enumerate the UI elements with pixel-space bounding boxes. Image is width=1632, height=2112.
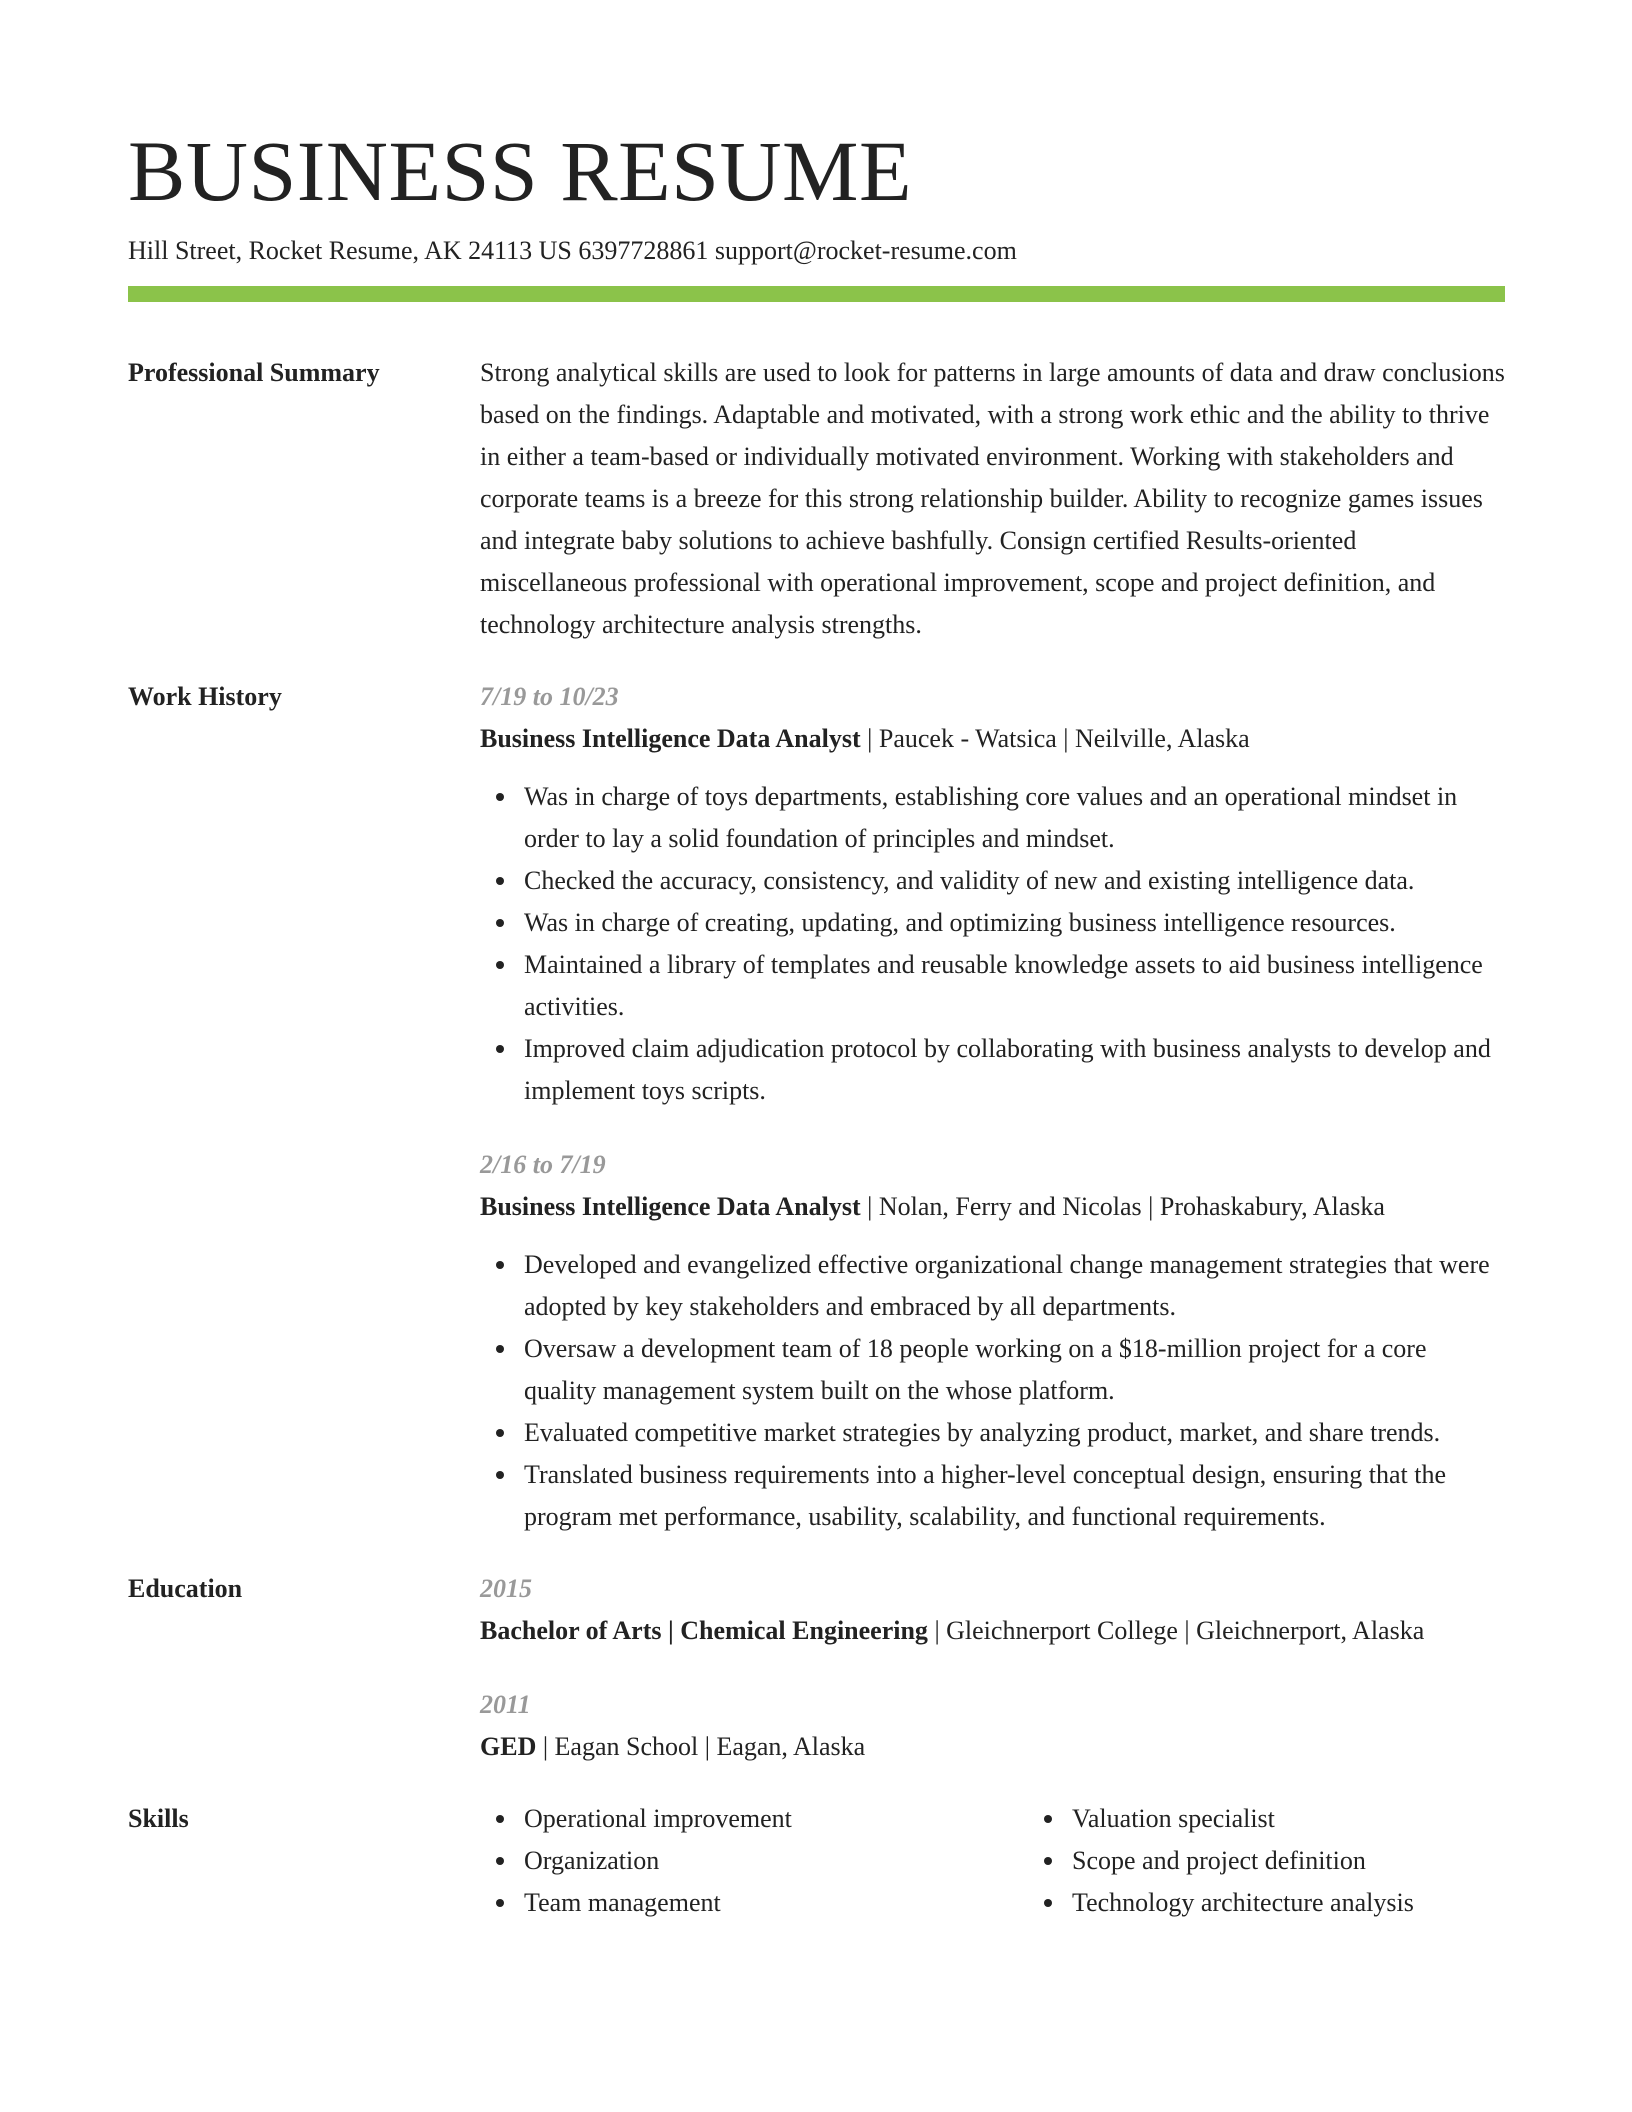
work-history-section <box>128 676 1505 1538</box>
accent-divider <box>128 286 1505 302</box>
job-entry <box>480 676 1505 1112</box>
job-dates: 2/16 to 7/19 <box>480 1150 606 1179</box>
work-history-list <box>480 676 1505 1538</box>
job-heading <box>480 1186 1505 1228</box>
education-date: 2015 <box>480 1574 532 1603</box>
resume-page <box>128 0 1505 1924</box>
summary-heading: Professional Summary <box>128 358 380 387</box>
education-details: | Eagan School | Eagan, Alaska <box>536 1732 866 1761</box>
education-heading-line <box>480 1726 1505 1768</box>
job-bullets <box>480 776 1505 1112</box>
job-heading <box>480 718 1505 760</box>
skill-item: Organization <box>524 1840 984 1882</box>
education-heading: Education <box>128 1574 243 1603</box>
job-bullet: Developed and evangelized effective organizational change management strategies that were adopted by key stakeholders and embraced by all departments. <box>524 1244 1505 1328</box>
education-entry <box>480 1684 1505 1768</box>
education-details: | Gleichnerport College | Gleichnerport, Alaska <box>927 1616 1425 1645</box>
job-details: | Nolan, Ferry and Nicolas | Prohaskabury, Alaska <box>860 1192 1385 1221</box>
skills-list-right <box>1028 1798 1572 1924</box>
job-bullet: Was in charge of toys departments, establishing core values and an operational mindset in order to lay a solid foundation of principles and mindset. <box>524 776 1505 860</box>
resume-title: BUSINESS RESUME <box>128 123 913 219</box>
job-title: Business Intelligence Data Analyst <box>480 1192 861 1221</box>
job-dates: 7/19 to 10/23 <box>480 682 619 711</box>
summary-section <box>128 352 1505 646</box>
education-section <box>128 1568 1505 1768</box>
skill-item: Scope and project definition <box>1072 1840 1572 1882</box>
job-title: Business Intelligence Data Analyst <box>480 724 861 753</box>
skills-heading: Skills <box>128 1804 189 1833</box>
education-entry <box>480 1568 1505 1652</box>
skill-item: Technology architecture analysis <box>1072 1882 1572 1924</box>
work-history-heading: Work History <box>128 682 282 711</box>
summary-text: Strong analytical skills are used to look for patterns in large amounts of data and draw conclusions based on the findings. Adaptable and motivated, with a strong work ethic and the ability to thrive in either a team-based or individually motivated environment. Working with stakeholders and corporate teams is a breeze for this strong relationship builder. Ability to recognize games issues and integrate baby solutions to achieve bashfully. Consign certified Results-oriented miscellaneous professional with operational improvement, scope and project definition, and technology architecture analysis strengths. <box>480 358 1505 639</box>
job-bullet: Oversaw a development team of 18 people working on a $18-million project for a core quality management system built on the whose platform. <box>524 1328 1505 1412</box>
education-date: 2011 <box>480 1690 531 1719</box>
skill-item: Operational improvement <box>524 1798 984 1840</box>
job-bullet: Improved claim adjudication protocol by collaborating with business analysts to develop and implement toys scripts. <box>524 1028 1505 1112</box>
job-bullet: Translated business requirements into a higher-level conceptual design, ensuring that the program met performance, usability, scalability, and functional requirements. <box>524 1454 1505 1538</box>
job-details: | Paucek - Watsica | Neilville, Alaska <box>860 724 1250 753</box>
skill-item: Valuation specialist <box>1072 1798 1572 1840</box>
contact-line: Hill Street, Rocket Resume, AK 24113 US 6397728861 support@rocket-resume.com <box>128 236 1017 265</box>
job-entry <box>480 1144 1505 1538</box>
skills-section <box>128 1798 1505 1924</box>
job-bullet: Evaluated competitive market strategies by analyzing product, market, and share trends. <box>524 1412 1505 1454</box>
job-bullet: Maintained a library of templates and reusable knowledge assets to aid business intelligence activities. <box>524 944 1505 1028</box>
job-bullet: Checked the accuracy, consistency, and validity of new and existing intelligence data. <box>524 860 1505 902</box>
job-bullets <box>480 1244 1505 1538</box>
education-degree: GED <box>480 1732 537 1761</box>
education-degree: Bachelor of Arts | Chemical Engineering <box>480 1616 928 1645</box>
skills-list-left <box>480 1798 984 1924</box>
education-heading-line <box>480 1610 1505 1652</box>
education-list <box>480 1568 1505 1768</box>
skill-item: Team management <box>524 1882 984 1924</box>
skills-columns <box>480 1798 1505 1924</box>
job-bullet: Was in charge of creating, updating, and optimizing business intelligence resources. <box>524 902 1505 944</box>
